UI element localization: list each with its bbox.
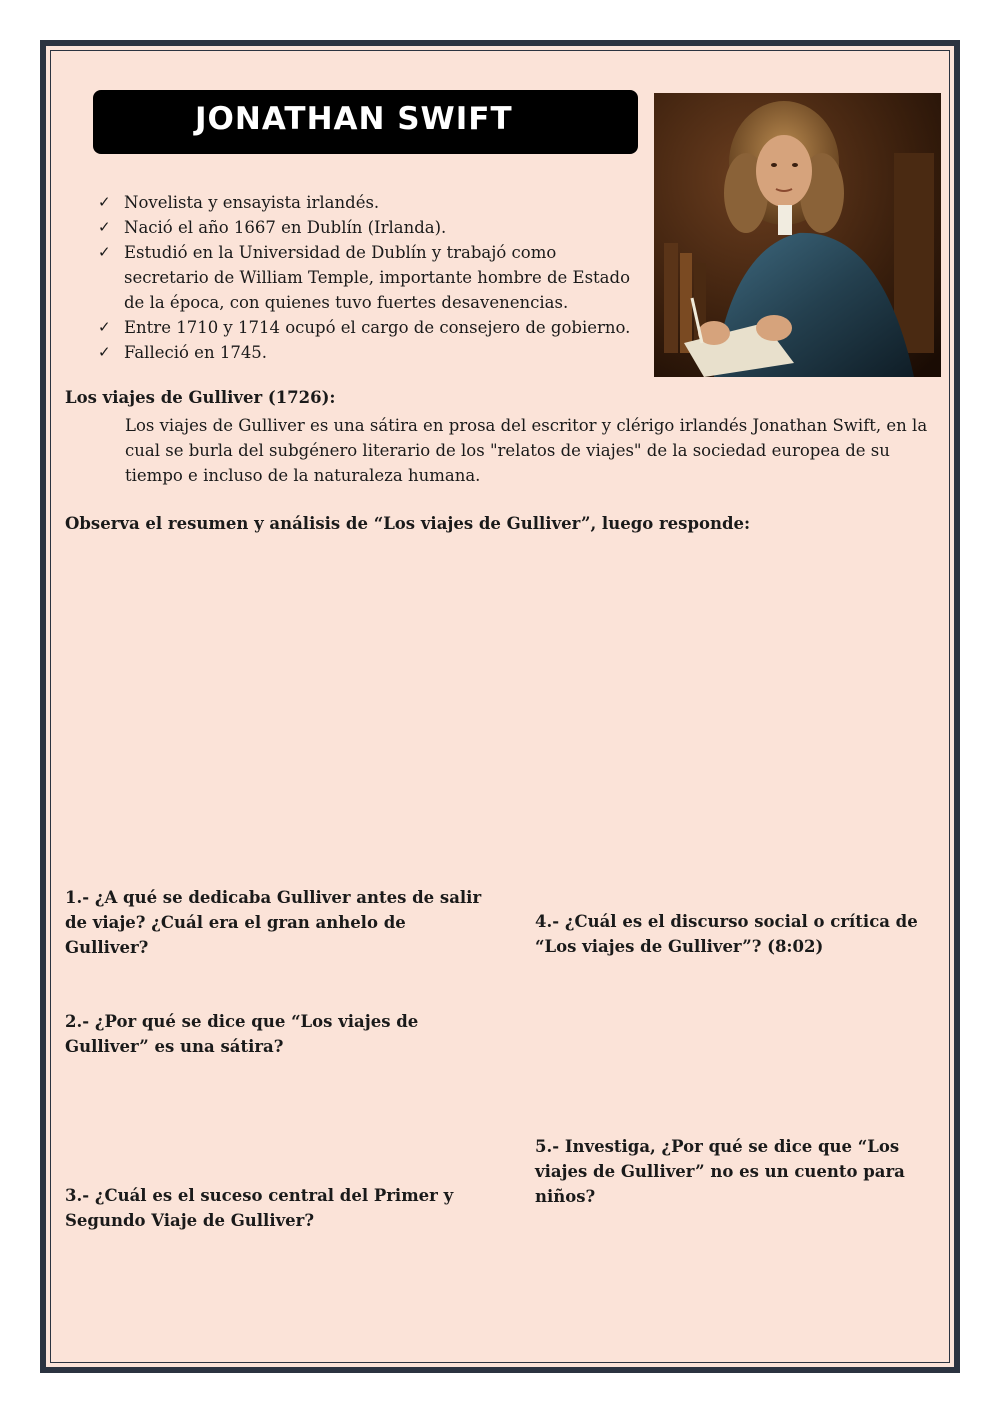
question-1: 1.- ¿A qué se dedicaba Gulliver antes de salir de viaje? ¿Cuál era el gran anhelo de Gulliver?	[65, 888, 482, 957]
portrait-image	[654, 93, 941, 377]
checkmark-icon: ✓	[98, 243, 111, 261]
bio-list	[98, 190, 638, 365]
checkmark-icon: ✓	[98, 193, 111, 211]
checkmark-icon: ✓	[98, 318, 111, 336]
list-item: ✓ Entre 1710 y 1714 ocupó el cargo de consejero de gobierno.	[98, 315, 638, 340]
checkmark-icon: ✓	[98, 218, 111, 236]
gulliver-description: Los viajes de Gulliver es una sátira en prosa del escritor y clérigo irlandés Jonathan Swift, en la cual se burla del subgénero literario de los "relatos de viajes" de la sociedad europea de su tiempo e incluso de la naturaleza humana.	[125, 416, 928, 485]
instructions: Observa el resumen y análisis de “Los viajes de Gulliver”, luego responde:	[65, 514, 751, 533]
question-2: 2.- ¿Por qué se dice que “Los viajes de Gulliver” es una sátira?	[65, 1012, 419, 1056]
question-4: 4.- ¿Cuál es el discurso social o crítica de “Los viajes de Gulliver”? (8:02)	[535, 912, 918, 956]
list-item: ✓ Estudió en la Universidad de Dublín y trabajó como secretario de William Temple, importante hombre de Estado de la época, con quienes tuvo fuertes desavenencias.	[98, 240, 638, 315]
page-title: JONATHAN SWIFT	[93, 90, 638, 154]
gulliver-heading: Los viajes de Gulliver (1726):	[65, 388, 336, 407]
list-item: ✓ Nació el año 1667 en Dublín (Irlanda).	[98, 215, 638, 240]
question-3: 3.- ¿Cuál es el suceso central del Primer y Segundo Viaje de Gulliver?	[65, 1186, 454, 1230]
list-item: ✓ Novelista y ensayista irlandés.	[98, 190, 638, 215]
list-item: ✓ Falleció en 1745.	[98, 340, 638, 365]
worksheet-page	[40, 40, 960, 1373]
question-5: 5.- Investiga, ¿Por qué se dice que “Los viajes de Gulliver” no es un cuento para niños?	[535, 1137, 905, 1206]
checkmark-icon: ✓	[98, 343, 111, 361]
